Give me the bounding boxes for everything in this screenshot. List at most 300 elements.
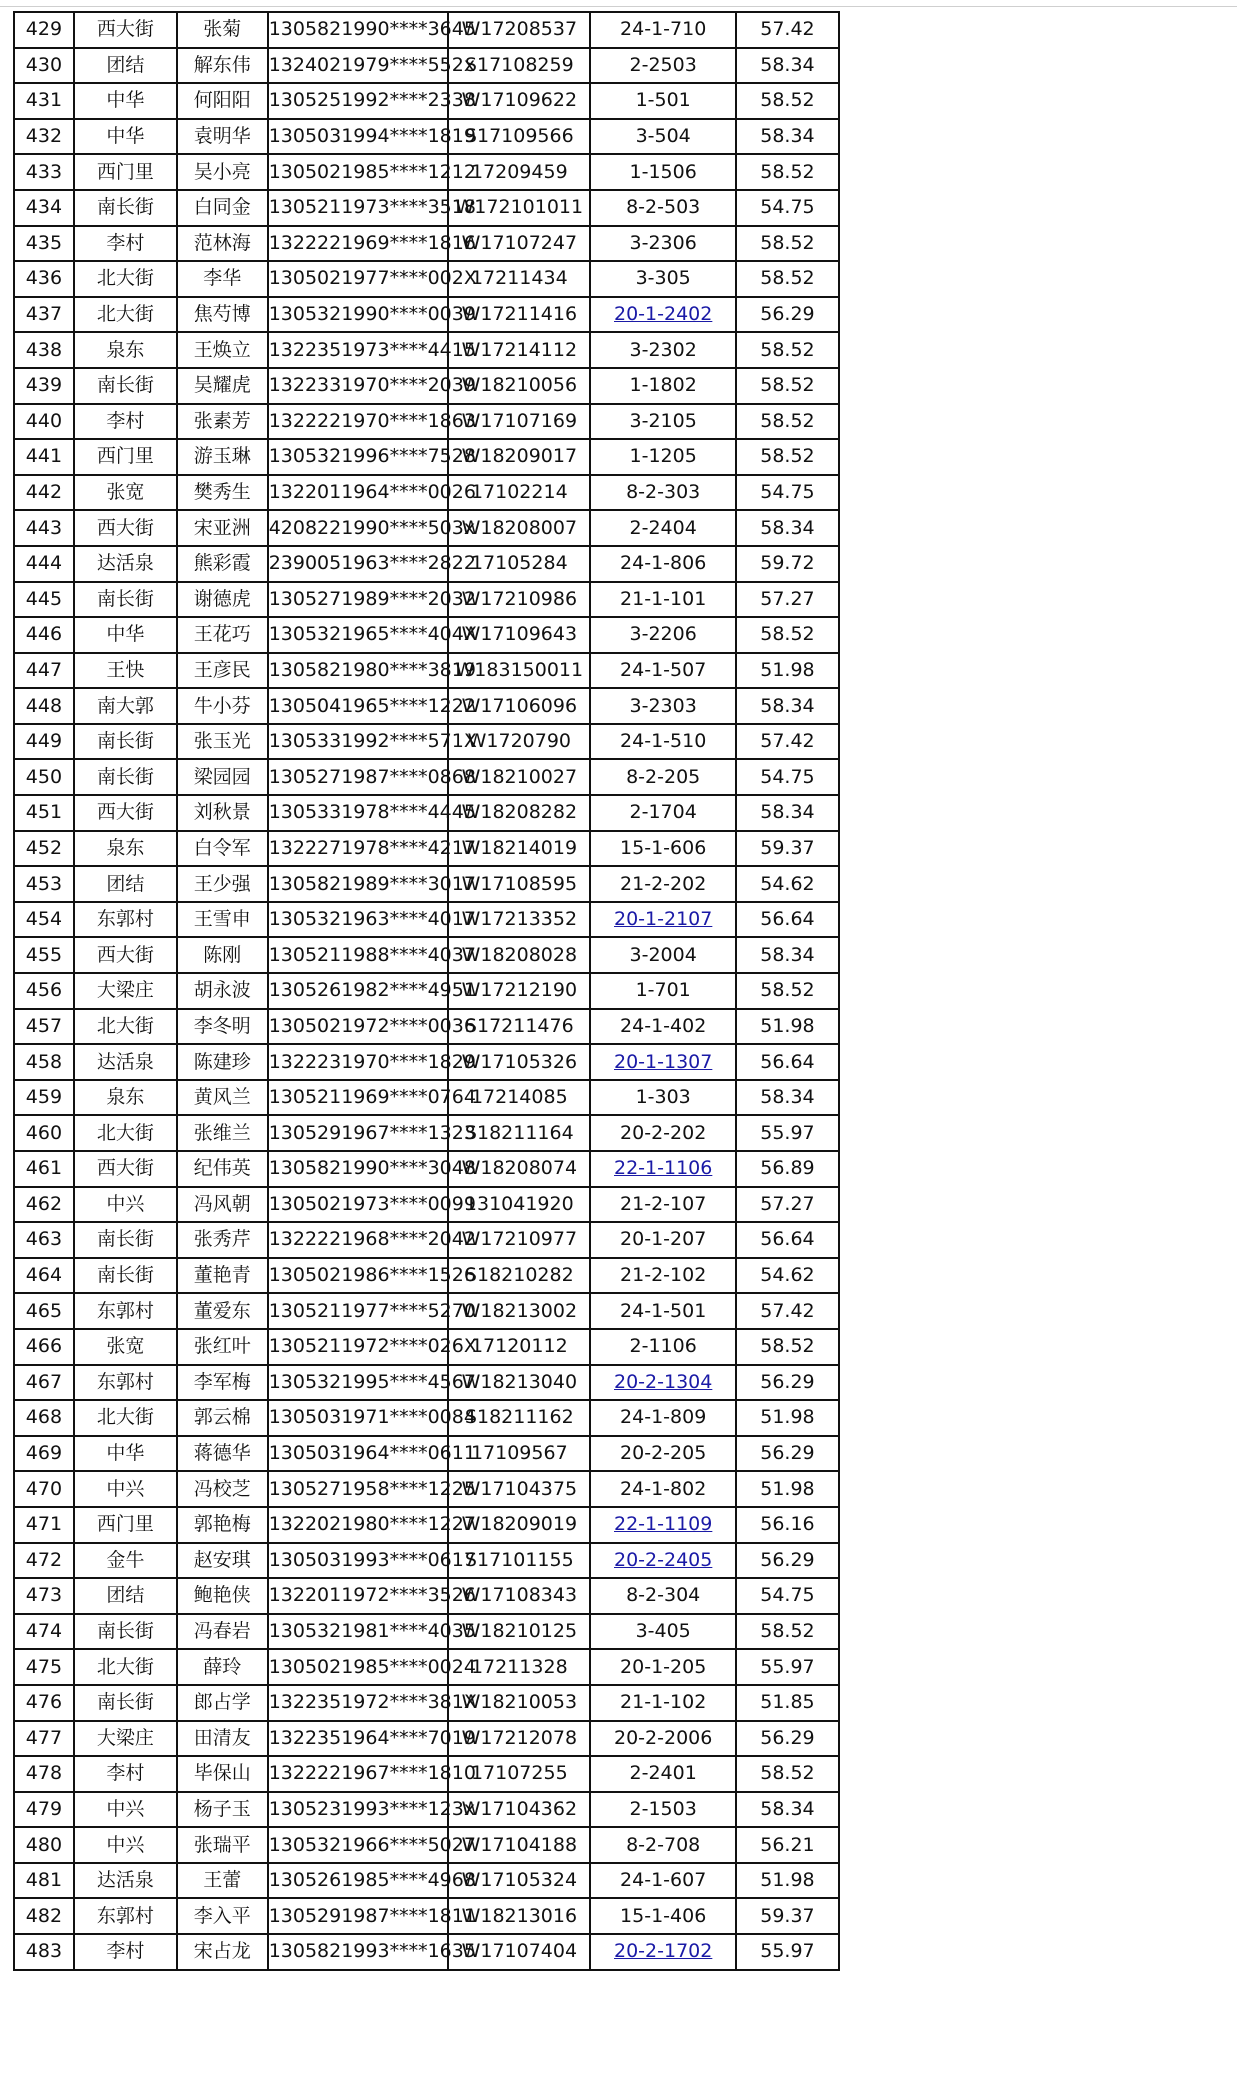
application-code-cell: S18211162: [448, 1400, 590, 1436]
room-number-cell: 20-1-207: [590, 1222, 735, 1258]
district-cell: 北大街: [74, 1009, 177, 1045]
floor-area-cell: 54.62: [736, 1258, 839, 1294]
table-row: [14, 653, 839, 689]
table-row: [14, 1009, 839, 1045]
room-number-cell: [590, 1934, 735, 1970]
room-number-cell: 8-2-708: [590, 1827, 735, 1863]
floor-area-cell: 51.98: [736, 653, 839, 689]
district-cell: 南长街: [74, 190, 177, 226]
table-row: [14, 1934, 839, 1970]
room-number-cell: 24-1-802: [590, 1471, 735, 1507]
room-number-cell: 1-1802: [590, 368, 735, 404]
room-number-cell: 20-2-202: [590, 1115, 735, 1151]
id-number-cell: 1305021977****002X: [268, 261, 448, 297]
district-cell: 西门里: [74, 154, 177, 190]
district-cell: 金牛: [74, 1543, 177, 1579]
floor-area-cell: 54.75: [736, 190, 839, 226]
id-number-cell: 1305271958****1225: [268, 1471, 448, 1507]
id-number-cell: 1305231993****123x: [268, 1792, 448, 1828]
table-row: [14, 795, 839, 831]
table-row: [14, 1365, 839, 1401]
id-number-cell: 1305211969****0764: [268, 1080, 448, 1116]
table-row: [14, 1792, 839, 1828]
applicant-name-cell: 解东伟: [177, 48, 268, 84]
id-number-cell: 1305321966****5027: [268, 1827, 448, 1863]
room-number-cell: 24-1-510: [590, 724, 735, 760]
district-cell: 中兴: [74, 1792, 177, 1828]
district-cell: 泉东: [74, 332, 177, 368]
row-number-cell: 429: [14, 12, 74, 48]
application-code-cell: 17109567: [448, 1436, 590, 1472]
application-code-cell: S17101155: [448, 1543, 590, 1579]
floor-area-cell: 58.52: [736, 226, 839, 262]
row-number-cell: 454: [14, 902, 74, 938]
room-number-cell: 3-2105: [590, 404, 735, 440]
room-number-cell: 2-1704: [590, 795, 735, 831]
application-code-cell: W17108343: [448, 1578, 590, 1614]
district-cell: 团结: [74, 866, 177, 902]
district-cell: 南长街: [74, 759, 177, 795]
district-cell: 大梁庄: [74, 1721, 177, 1757]
id-number-cell: 1305321996****7528: [268, 439, 448, 475]
applicant-name-cell: 牛小芬: [177, 688, 268, 724]
table-row: [14, 1044, 839, 1080]
applicant-name-cell: 蒋德华: [177, 1436, 268, 1472]
id-number-cell: 2390051963****2822: [268, 546, 448, 582]
id-number-cell: 1305331992****571X: [268, 724, 448, 760]
application-code-cell: W17212078: [448, 1721, 590, 1757]
applicant-name-cell: 张秀芹: [177, 1222, 268, 1258]
floor-area-cell: 57.27: [736, 582, 839, 618]
room-number-link[interactable]: 20-1-2402: [614, 303, 713, 326]
row-number-cell: 465: [14, 1293, 74, 1329]
district-cell: 东郭村: [74, 1365, 177, 1401]
row-number-cell: 467: [14, 1365, 74, 1401]
district-cell: 东郭村: [74, 902, 177, 938]
row-number-cell: 453: [14, 866, 74, 902]
table-row: [14, 1080, 839, 1116]
district-cell: 大梁庄: [74, 973, 177, 1009]
applicant-name-cell: 李入平: [177, 1898, 268, 1934]
floor-area-cell: 58.52: [736, 1329, 839, 1365]
applicant-name-cell: 何阳阳: [177, 83, 268, 119]
table-row: [14, 297, 839, 333]
applicant-name-cell: 黄风兰: [177, 1080, 268, 1116]
room-number-cell: [590, 1044, 735, 1080]
id-number-cell: 1305211988****4037: [268, 937, 448, 973]
row-number-cell: 443: [14, 510, 74, 546]
room-number-cell: 3-305: [590, 261, 735, 297]
floor-area-cell: 57.42: [736, 1293, 839, 1329]
application-code-cell: W18214019: [448, 831, 590, 867]
room-number-cell: 8-2-303: [590, 475, 735, 511]
district-cell: 南长街: [74, 1614, 177, 1650]
id-number-cell: 1322221968****2042: [268, 1222, 448, 1258]
floor-area-cell: 55.97: [736, 1649, 839, 1685]
id-number-cell: 1305291987****1811: [268, 1898, 448, 1934]
id-number-cell: 1305031964****0611: [268, 1436, 448, 1472]
applicant-name-cell: 谢德虎: [177, 582, 268, 618]
floor-area-cell: 57.42: [736, 724, 839, 760]
room-number-cell: [590, 1365, 735, 1401]
floor-area-cell: 51.98: [736, 1471, 839, 1507]
id-number-cell: 1305321995****4567: [268, 1365, 448, 1401]
row-number-cell: 436: [14, 261, 74, 297]
room-number-cell: 2-2404: [590, 510, 735, 546]
applicant-name-cell: 张维兰: [177, 1115, 268, 1151]
row-number-cell: 458: [14, 1044, 74, 1080]
applicant-name-cell: 郭云棉: [177, 1400, 268, 1436]
room-number-link[interactable]: 22-1-1106: [614, 1157, 713, 1180]
floor-area-cell: 56.64: [736, 1222, 839, 1258]
district-cell: 南长街: [74, 1258, 177, 1294]
id-number-cell: 1305321990****0039: [268, 297, 448, 333]
floor-area-cell: 56.29: [736, 1436, 839, 1472]
district-cell: 东郭村: [74, 1898, 177, 1934]
id-number-cell: 1305021973****0099: [268, 1187, 448, 1223]
district-cell: 泉东: [74, 1080, 177, 1116]
applicant-name-cell: 胡永波: [177, 973, 268, 1009]
applicant-name-cell: 范林海: [177, 226, 268, 262]
roster-body: [14, 12, 839, 1970]
room-number-cell: 21-2-202: [590, 866, 735, 902]
row-number-cell: 462: [14, 1187, 74, 1223]
application-code-cell: W17210977: [448, 1222, 590, 1258]
room-number-cell: 1-1506: [590, 154, 735, 190]
application-code-cell: W17105324: [448, 1863, 590, 1899]
floor-area-cell: 58.34: [736, 48, 839, 84]
table-row: [14, 261, 839, 297]
row-number-cell: 478: [14, 1756, 74, 1792]
row-number-cell: 430: [14, 48, 74, 84]
table-row: [14, 1400, 839, 1436]
district-cell: 李村: [74, 226, 177, 262]
district-cell: 西大街: [74, 937, 177, 973]
room-number-link[interactable]: 20-1-2107: [614, 908, 713, 931]
application-code-cell: 131041920: [448, 1187, 590, 1223]
room-number-cell: 3-504: [590, 119, 735, 155]
application-code-cell: W17213352: [448, 902, 590, 938]
room-number-cell: 1-701: [590, 973, 735, 1009]
table-row: [14, 475, 839, 511]
room-number-cell: 8-2-503: [590, 190, 735, 226]
application-code-cell: 17211328: [448, 1649, 590, 1685]
id-number-cell: 1305031971****0084: [268, 1400, 448, 1436]
id-number-cell: 1305321963****4017: [268, 902, 448, 938]
floor-area-cell: 51.98: [736, 1863, 839, 1899]
id-number-cell: 4208221990****503x: [268, 510, 448, 546]
district-cell: 中华: [74, 119, 177, 155]
room-number-cell: 24-1-809: [590, 1400, 735, 1436]
district-cell: 南长街: [74, 724, 177, 760]
id-number-cell: 1305821980****3819: [268, 653, 448, 689]
application-code-cell: 17214085: [448, 1080, 590, 1116]
district-cell: 中兴: [74, 1827, 177, 1863]
district-cell: 西大街: [74, 1151, 177, 1187]
room-number-cell: 1-501: [590, 83, 735, 119]
id-number-cell: 1305821993****1635: [268, 1934, 448, 1970]
applicant-name-cell: 白令军: [177, 831, 268, 867]
applicant-name-cell: 冯校芝: [177, 1471, 268, 1507]
district-cell: 南长街: [74, 1222, 177, 1258]
floor-area-cell: 59.72: [736, 546, 839, 582]
floor-area-cell: 55.97: [736, 1115, 839, 1151]
floor-area-cell: 58.52: [736, 439, 839, 475]
room-number-cell: 21-2-107: [590, 1187, 735, 1223]
row-number-cell: 460: [14, 1115, 74, 1151]
id-number-cell: 1322331970****2039: [268, 368, 448, 404]
district-cell: 北大街: [74, 297, 177, 333]
id-number-cell: 1305021972****0036: [268, 1009, 448, 1045]
applicant-name-cell: 焦芍博: [177, 297, 268, 333]
row-number-cell: 475: [14, 1649, 74, 1685]
table-row: [14, 1863, 839, 1899]
room-number-cell: 21-1-101: [590, 582, 735, 618]
floor-area-cell: 58.52: [736, 1614, 839, 1650]
district-cell: 北大街: [74, 261, 177, 297]
row-number-cell: 476: [14, 1685, 74, 1721]
district-cell: 中华: [74, 617, 177, 653]
table-row: [14, 226, 839, 262]
id-number-cell: 1322221967****1810: [268, 1756, 448, 1792]
row-number-cell: 451: [14, 795, 74, 831]
room-number-link[interactable]: 20-2-2405: [614, 1548, 713, 1571]
district-cell: 北大街: [74, 1115, 177, 1151]
application-code-cell: W17107247: [448, 226, 590, 262]
application-code-cell: W18213040: [448, 1365, 590, 1401]
table-row: [14, 1187, 839, 1223]
table-row: [14, 973, 839, 1009]
application-code-cell: W17109622: [448, 83, 590, 119]
room-number-cell: [590, 297, 735, 333]
room-number-cell: 1-1205: [590, 439, 735, 475]
applicant-name-cell: 李华: [177, 261, 268, 297]
district-cell: 中兴: [74, 1471, 177, 1507]
application-code-cell: 17120112: [448, 1329, 590, 1365]
applicant-name-cell: 梁园园: [177, 759, 268, 795]
room-number-cell: 2-1503: [590, 1792, 735, 1828]
row-number-cell: 481: [14, 1863, 74, 1899]
room-number-link[interactable]: 20-2-1702: [614, 1940, 713, 1963]
applicant-name-cell: 王彦民: [177, 653, 268, 689]
table-row: [14, 546, 839, 582]
table-row: [14, 48, 839, 84]
room-number-cell: 15-1-406: [590, 1898, 735, 1934]
floor-area-cell: 56.29: [736, 1543, 839, 1579]
application-code-cell: W18210125: [448, 1614, 590, 1650]
id-number-cell: 1305821990****3645: [268, 12, 448, 48]
application-code-cell: W18208028: [448, 937, 590, 973]
room-number-cell: 3-2303: [590, 688, 735, 724]
applicant-name-cell: 白同金: [177, 190, 268, 226]
row-number-cell: 445: [14, 582, 74, 618]
district-cell: 中华: [74, 1436, 177, 1472]
table-row: [14, 1685, 839, 1721]
id-number-cell: 1305251992****2338: [268, 83, 448, 119]
row-number-cell: 450: [14, 759, 74, 795]
floor-area-cell: 56.64: [736, 1044, 839, 1080]
id-number-cell: 1322021980****1227: [268, 1507, 448, 1543]
row-number-cell: 466: [14, 1329, 74, 1365]
row-number-cell: 440: [14, 404, 74, 440]
floor-area-cell: 54.75: [736, 475, 839, 511]
id-number-cell: 1324021979****552x: [268, 48, 448, 84]
row-number-cell: 432: [14, 119, 74, 155]
district-cell: 西大街: [74, 12, 177, 48]
applicant-name-cell: 游玉琳: [177, 439, 268, 475]
applicant-name-cell: 王雪申: [177, 902, 268, 938]
room-number-cell: 21-1-102: [590, 1685, 735, 1721]
id-number-cell: 1305021986****1526: [268, 1258, 448, 1294]
id-number-cell: 1305211973****3518: [268, 190, 448, 226]
table-row: [14, 119, 839, 155]
floor-area-cell: 56.29: [736, 297, 839, 333]
applicant-name-cell: 薛玲: [177, 1649, 268, 1685]
floor-area-cell: 58.52: [736, 261, 839, 297]
floor-area-cell: 58.34: [736, 688, 839, 724]
table-row: [14, 937, 839, 973]
id-number-cell: 1305031993****0617: [268, 1543, 448, 1579]
room-number-cell: 24-1-806: [590, 546, 735, 582]
district-cell: 南大郭: [74, 688, 177, 724]
table-row: [14, 1756, 839, 1792]
table-row: [14, 1614, 839, 1650]
table-row: [14, 1507, 839, 1543]
application-code-cell: W17107404: [448, 1934, 590, 1970]
room-number-cell: 8-2-205: [590, 759, 735, 795]
applicant-name-cell: 宋亚洲: [177, 510, 268, 546]
table-row: [14, 582, 839, 618]
room-number-cell: 24-1-501: [590, 1293, 735, 1329]
row-number-cell: 473: [14, 1578, 74, 1614]
application-code-cell: W17106096: [448, 688, 590, 724]
application-code-cell: W18209019: [448, 1507, 590, 1543]
table-row: [14, 83, 839, 119]
district-cell: 达活泉: [74, 1044, 177, 1080]
room-number-cell: 2-1106: [590, 1329, 735, 1365]
applicant-name-cell: 吴小亮: [177, 154, 268, 190]
room-number-link[interactable]: 20-1-1307: [614, 1050, 713, 1073]
floor-area-cell: 55.97: [736, 1934, 839, 1970]
row-number-cell: 448: [14, 688, 74, 724]
id-number-cell: 1305211977****5270: [268, 1293, 448, 1329]
room-number-cell: 3-2004: [590, 937, 735, 973]
table-row: [14, 439, 839, 475]
applicant-name-cell: 董爱东: [177, 1293, 268, 1329]
room-number-cell: 20-2-2006: [590, 1721, 735, 1757]
row-number-cell: 463: [14, 1222, 74, 1258]
room-number-cell: 15-1-606: [590, 831, 735, 867]
row-number-cell: 479: [14, 1792, 74, 1828]
applicant-name-cell: 鲍艳侠: [177, 1578, 268, 1614]
floor-area-cell: 56.29: [736, 1365, 839, 1401]
room-number-cell: 24-1-507: [590, 653, 735, 689]
id-number-cell: 1305821990****3048: [268, 1151, 448, 1187]
floor-area-cell: 58.52: [736, 368, 839, 404]
table-row: [14, 617, 839, 653]
table-row: [14, 1436, 839, 1472]
row-number-cell: 470: [14, 1471, 74, 1507]
floor-area-cell: 58.52: [736, 973, 839, 1009]
table-row: [14, 759, 839, 795]
application-code-cell: S17109566: [448, 119, 590, 155]
id-number-cell: 1305041965****1222: [268, 688, 448, 724]
id-number-cell: 1305271987****0868: [268, 759, 448, 795]
table-row: [14, 1115, 839, 1151]
table-row: [14, 1721, 839, 1757]
row-number-cell: 444: [14, 546, 74, 582]
table-row: [14, 1151, 839, 1187]
floor-area-cell: 58.52: [736, 617, 839, 653]
floor-area-cell: 58.34: [736, 119, 839, 155]
floor-area-cell: 57.27: [736, 1187, 839, 1223]
row-number-cell: 433: [14, 154, 74, 190]
applicant-name-cell: 王焕立: [177, 332, 268, 368]
table-row: [14, 1898, 839, 1934]
row-number-cell: 434: [14, 190, 74, 226]
id-number-cell: 1305021985****0024: [268, 1649, 448, 1685]
applicant-name-cell: 王花巧: [177, 617, 268, 653]
floor-area-cell: 58.34: [736, 795, 839, 831]
id-number-cell: 1322351964****7019: [268, 1721, 448, 1757]
table-row: [14, 1258, 839, 1294]
room-number-cell: 3-2306: [590, 226, 735, 262]
district-cell: 李村: [74, 1934, 177, 1970]
table-row: [14, 404, 839, 440]
row-number-cell: 446: [14, 617, 74, 653]
row-number-cell: 483: [14, 1934, 74, 1970]
district-cell: 南长街: [74, 582, 177, 618]
id-number-cell: 1322221970****1863: [268, 404, 448, 440]
table-row: [14, 688, 839, 724]
district-cell: 西门里: [74, 1507, 177, 1543]
application-code-cell: W18210056: [448, 368, 590, 404]
application-code-cell: W17104362: [448, 1792, 590, 1828]
applicant-name-cell: 赵安琪: [177, 1543, 268, 1579]
row-number-cell: 447: [14, 653, 74, 689]
room-number-link[interactable]: 20-2-1304: [614, 1370, 713, 1393]
application-code-cell: 17107255: [448, 1756, 590, 1792]
floor-area-cell: 54.75: [736, 1578, 839, 1614]
id-number-cell: 1322011964****0026: [268, 475, 448, 511]
floor-area-cell: 51.85: [736, 1685, 839, 1721]
id-number-cell: 1305031994****1819: [268, 119, 448, 155]
room-number-cell: 20-1-205: [590, 1649, 735, 1685]
table-row: [14, 902, 839, 938]
floor-area-cell: 51.98: [736, 1009, 839, 1045]
room-number-cell: 2-2503: [590, 48, 735, 84]
table-row: [14, 332, 839, 368]
application-code-cell: W17108595: [448, 866, 590, 902]
table-row: [14, 866, 839, 902]
applicant-name-cell: 张菊: [177, 12, 268, 48]
district-cell: 李村: [74, 404, 177, 440]
application-code-cell: S18211164: [448, 1115, 590, 1151]
applicant-name-cell: 董艳青: [177, 1258, 268, 1294]
district-cell: 南长街: [74, 1685, 177, 1721]
row-number-cell: 469: [14, 1436, 74, 1472]
district-cell: 南长街: [74, 368, 177, 404]
district-cell: 张宽: [74, 475, 177, 511]
row-number-cell: 477: [14, 1721, 74, 1757]
room-number-link[interactable]: 22-1-1109: [614, 1513, 713, 1536]
id-number-cell: 1305821989****3017: [268, 866, 448, 902]
floor-area-cell: 56.16: [736, 1507, 839, 1543]
floor-area-cell: 58.52: [736, 154, 839, 190]
room-number-cell: [590, 1507, 735, 1543]
application-code-cell: W17104188: [448, 1827, 590, 1863]
room-number-cell: 8-2-304: [590, 1578, 735, 1614]
